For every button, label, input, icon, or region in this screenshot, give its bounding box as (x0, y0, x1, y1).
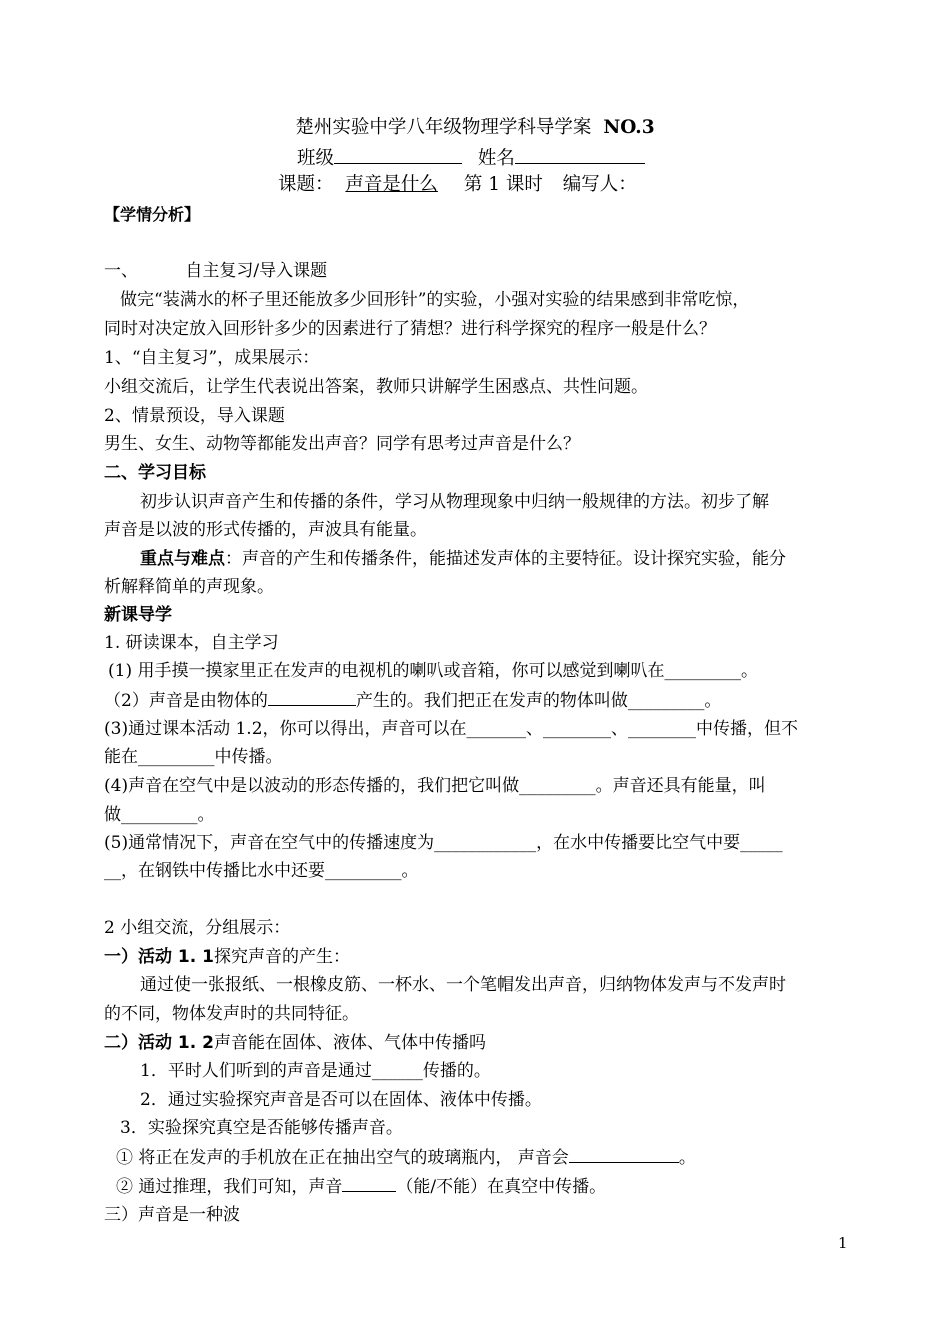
name-label: 姓名 (477, 148, 515, 169)
activity-1-heading (104, 945, 350, 969)
part1-item2: 2、情景预设，导入课题 (104, 406, 285, 426)
document-title-line (0, 116, 950, 140)
goal-line1: 初步认识声音产生和传播的条件，学习从物理现象中归纳一般规律的方法。初步了解 (140, 492, 769, 512)
question-5-line2: __，在钢铁中传播比水中还要_________。 (104, 861, 419, 881)
activity-1-title: 探究声音的产生： (213, 947, 350, 967)
part1-heading-number: 一、 (104, 261, 138, 281)
key-points-text: ：声音的产生和传播条件，能描述发声体的主要特征。设计探究实验，能分 (225, 549, 786, 569)
section-analysis-heading: 【学情分析】 (104, 205, 201, 224)
step1-heading: 1. 研读课本，自主学习 (104, 633, 279, 653)
activity-2-item3b-start: ② 通过推理，我们可知，声音 (116, 1177, 343, 1197)
document-title: 楚州实验中学八年级物理学科导学案 (295, 117, 592, 138)
question-2-start: （2）声音是由物体的 (104, 691, 268, 711)
question-2-end: 产生的。我们把正在发声的物体叫做_________。 (355, 691, 722, 711)
goal-line2: 声音是以波的形式传播的，声波具有能量。 (104, 520, 427, 540)
part1-item2-text: 男生、女生、动物等都能发出声音？同学有思考过声音是什么？ (104, 434, 580, 454)
activity-1-line2: 的不同，物体发声时的共同特征。 (104, 1004, 359, 1024)
question-3-line1: (3)通过课本活动 1.2，你可以得出，声音可以在_______、________、________中传播，但不 (104, 719, 799, 739)
question-4-line2: 做_________。 (104, 805, 215, 825)
document-number: NO.3 (603, 117, 655, 138)
part1-heading-text: 自主复习/导入课题 (185, 261, 328, 281)
page-number: 1 (838, 1234, 848, 1252)
step2-heading: 2 小组交流，分组展示： (104, 918, 291, 938)
activity-2-title: 声音能在固体、液体、气体中传播吗 (213, 1033, 486, 1053)
activity-2-label: 二）活动 1. 2 (104, 1033, 214, 1053)
activity-2-item3a-start: ① 将正在发声的手机放在正在抽出空气的玻璃瓶内， 声音会 (116, 1148, 569, 1168)
part2-heading: 二、学习目标 (104, 463, 206, 483)
class-label: 班级 (297, 148, 335, 169)
part1-paragraph-line2: 同时对决定放入回形针多少的因素进行了猜想？进行科学探究的程序一般是什么？ (104, 319, 716, 339)
name-blank (515, 146, 645, 164)
topic-title: 声音是什么 (345, 174, 438, 195)
question-5-line1: (5)通常情况下，声音在空气中的传播速度为____________，在水中传播要比空气中要_____ (104, 833, 783, 853)
part1-heading (104, 259, 327, 283)
key-points-line2: 析解释简单的声现象。 (104, 577, 274, 597)
activity-2-item3a-end: 。 (678, 1148, 696, 1168)
question-2-blank (268, 688, 356, 706)
class-blank (334, 146, 462, 164)
question-4-line1: (4)声音在空气中是以波动的形态传播的，我们把它叫做_________。声音还具有能量，叫 (104, 776, 766, 796)
activity-2-heading (104, 1031, 486, 1055)
new-lesson-heading: 新课导学 (104, 605, 172, 625)
part1-item1: 1、“自主复习”，成果展示： (104, 348, 320, 368)
activity-2-item1: 1．平时人们听到的声音是通过______传播的。 (140, 1061, 491, 1081)
activity-2-item3b-blank (342, 1174, 396, 1192)
author-label: 编写人： (562, 174, 637, 195)
question-2 (104, 688, 721, 713)
class-name-line (297, 146, 645, 171)
key-points-label: 重点与难点 (140, 549, 225, 569)
activity-2-item3b-end: （能/不能）在真空中传播。 (396, 1177, 607, 1197)
part1-item1-text: 小组交流后，让学生代表说出答案，教师只讲解学生困惑点、共性问题。 (104, 377, 648, 397)
activity-2-item3: 3．实验探究真空是否能够传播声音。 (120, 1118, 403, 1138)
lesson-number: 第 1 课时 (463, 174, 543, 195)
key-points-line1 (140, 547, 786, 571)
part1-paragraph-line1: 做完“装满水的杯子里还能放多少回形针”的实验，小强对实验的结果感到非常吃惊， (120, 290, 750, 310)
activity-2-item3b (116, 1174, 606, 1199)
question-3-line2: 能在_________中传播。 (104, 747, 283, 767)
activity-1-label: 一）活动 1. 1 (104, 947, 214, 967)
topic-label: 课题： (278, 174, 334, 195)
activity-2-item2: 2．通过实验探究声音是否可以在固体、液体中传播。 (140, 1090, 542, 1110)
activity-2-item3a-blank (569, 1145, 679, 1163)
activity-2-item3a (116, 1145, 696, 1170)
activity-1-line1: 通过使一张报纸、一根橡皮筋、一杯水、一个笔帽发出声音，归纳物体发声与不发声时 (140, 975, 786, 995)
topic-line (278, 173, 637, 197)
activity-3-heading: 三）声音是一种波 (104, 1205, 240, 1225)
question-1: (1) 用手摸一摸家里正在发声的电视机的喇叭或音箱，你可以感觉到喇叭在_________。 (108, 661, 758, 681)
